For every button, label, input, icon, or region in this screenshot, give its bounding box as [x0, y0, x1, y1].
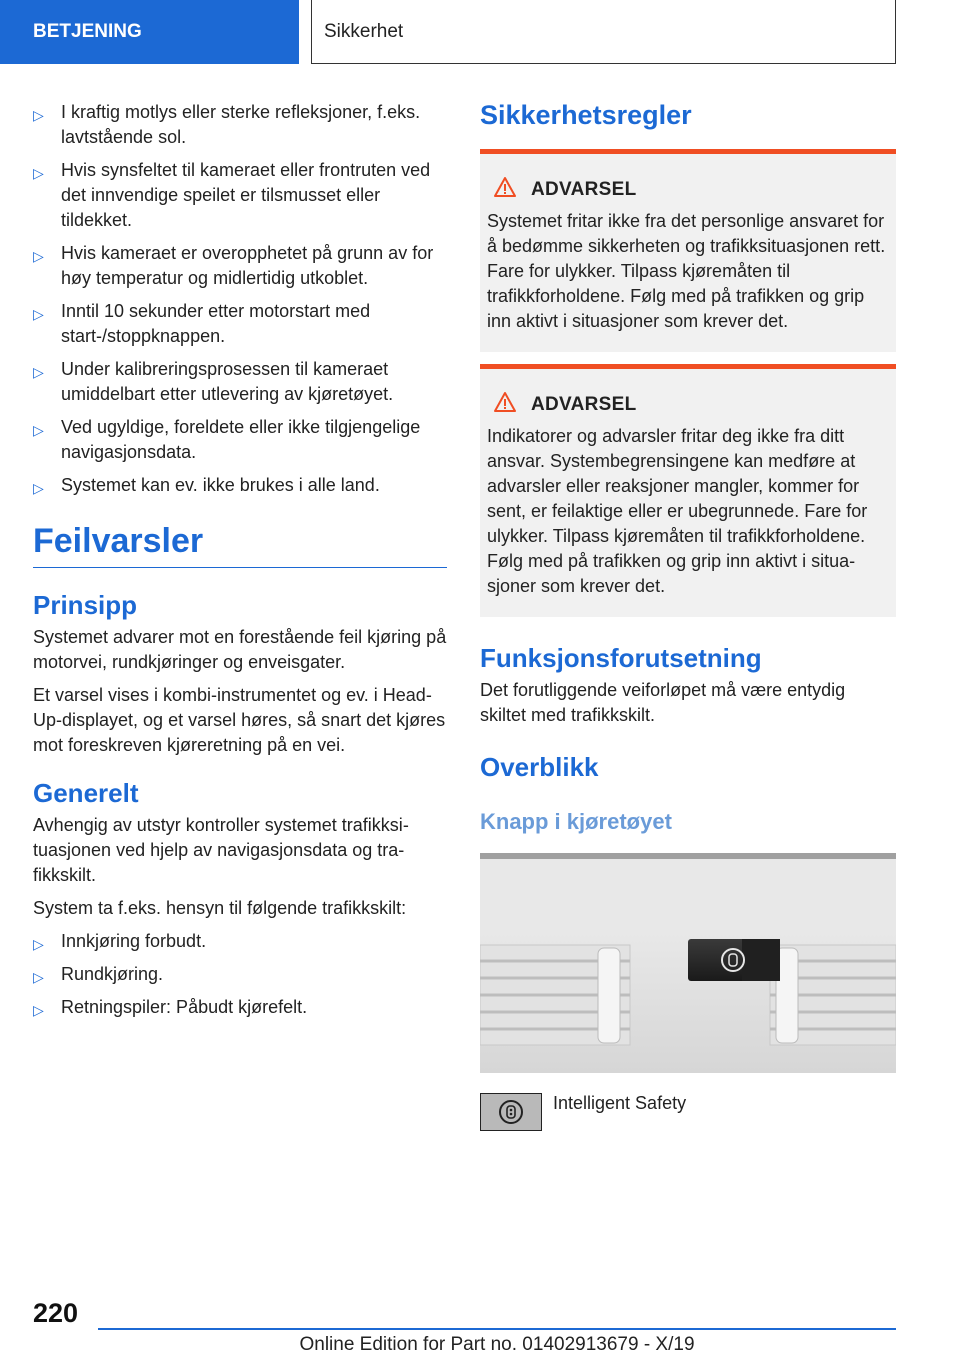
triangle-bullet-icon: ▷ — [33, 248, 44, 264]
warning-triangle-icon — [493, 391, 517, 418]
triangle-bullet-icon: ▷ — [33, 107, 44, 123]
heading-funksjonsforutsetning: Funksjonsforutsetning — [480, 643, 762, 673]
heading-knapp: Knapp i kjøretøyet — [480, 809, 672, 834]
legend-label: Intelligent Safety — [553, 1093, 687, 1113]
footer-divider — [98, 1328, 896, 1330]
footer-edition: Online Edition for Part no. 01402913679 - X/19 — [299, 1334, 695, 1355]
warning-box — [480, 364, 896, 617]
warning-text: Indikatorer og advarsler fritar deg ikke fra ditt ansvar. Systembegrensingene kan medføre at advarsler eller reaksjoner mangler, kommer for sent, er feilaktige eller er ubegrunnede. Fare for ulykker. Tilpass kjøremåten til trafikkforholdene. Følg med på trafikken og grip inn aktivt i situasjoner som krever det. — [487, 426, 868, 596]
list-item: ▷ Ved ugyldige, foreldete eller ikke tilgjengelige navigasjonsdata. — [33, 417, 421, 462]
triangle-bullet-icon: ▷ — [33, 969, 44, 985]
section-title-feilvarsler: Feilvarsler — [33, 522, 447, 568]
list-item: ▷ Inntil 10 sekunder etter motorstart med start-/stoppknappen. — [33, 301, 371, 346]
list-item: ▷ I kraftig motlys eller sterke refleksjoner, f.eks. lavtstående sol. — [33, 102, 421, 147]
warning-label: ADVARSEL — [531, 393, 637, 415]
triangle-bullet-icon: ▷ — [33, 480, 44, 496]
warning-label: ADVARSEL — [531, 178, 637, 200]
heading-prinsipp: Prinsipp — [33, 590, 138, 620]
list-item: ▷ Rundkjøring. — [33, 962, 447, 987]
triangle-bullet-icon: ▷ — [33, 364, 44, 380]
generelt-paragraph-2: System ta f.eks. hensyn til følgende trafikkskilt: — [33, 898, 407, 918]
warning-triangle-icon — [493, 176, 517, 203]
heading-overblikk: Overblikk — [480, 752, 599, 782]
page-number: 220 — [33, 1298, 79, 1328]
list-item: ▷ Systemet kan ev. ikke brukes i alle land. — [33, 473, 447, 498]
funksjon-paragraph: Det forutliggende veiforløpet må være entydig skiltet med trafikkskilt. — [480, 680, 846, 725]
generelt-paragraph-1: Avhengig av utstyr kontroller systemet trafikksituasjonen ved hjelp av navigasjonsdata og trafikkskilt. — [33, 815, 409, 885]
traffic-sign-list — [33, 929, 447, 1020]
triangle-bullet-icon: ▷ — [33, 165, 44, 181]
limitations-list — [33, 100, 447, 498]
header-section-label: BETJENING — [33, 21, 142, 42]
warning-box — [480, 149, 896, 352]
prinsipp-paragraph-1: Systemet advarer mot en forestående feil kjøring på motorvei, rundkjøringer og enveisgater. — [33, 627, 447, 672]
triangle-bullet-icon: ▷ — [33, 936, 44, 952]
warning-text: Systemet fritar ikke fra det personlige ansvaret for å bedømme sikkerheten og trafikksituasjonen rett. Fare for ulykker. Tilpass kjøremåten til trafikkforholdene. Følg med på trafikken og grip inn aktivt i situasjoner som krever det. — [487, 211, 886, 331]
header-chapter-label: Sikkerhet — [324, 20, 404, 42]
triangle-bullet-icon: ▷ — [33, 1002, 44, 1018]
legend-row — [480, 1093, 896, 1131]
left-column — [33, 100, 447, 1028]
triangle-bullet-icon: ▷ — [33, 306, 44, 322]
prinsipp-paragraph-2: Et varsel vises i kombi-instrumentet og ev. i Head-Up-displayet, og et varsel høres, så snart det kjøres mot foreskreven kjøreretning på en vei. — [33, 685, 446, 755]
intelligent-safety-button-icon — [480, 1093, 542, 1131]
warning-header — [487, 391, 888, 418]
header-section-tab — [0, 0, 299, 64]
right-column — [480, 100, 896, 1131]
list-item: ▷ Retningspiler: Påbudt kjørefelt. — [33, 995, 447, 1020]
warning-header — [487, 176, 888, 203]
list-item: ▷ Hvis kameraet er overopphetet på grunn av for høy temperatur og midlertidig utkoblet. — [33, 243, 434, 288]
list-item: ▷ Hvis synsfeltet til kameraet eller frontruten ved det innvendige speilet er tilsmusset eller tildekket. — [33, 160, 431, 230]
vehicle-button-photo — [480, 853, 896, 1073]
list-item: ▷ Under kalibreringsprosessen til kameraet umiddelbart etter utlevering av kjøretøyet. — [33, 359, 394, 404]
list-item: ▷ Innkjøring forbudt. — [33, 929, 447, 954]
triangle-bullet-icon: ▷ — [33, 422, 44, 438]
heading-sikkerhetsregler: Sikkerhetsregler — [480, 100, 692, 130]
header-chapter-box — [311, 0, 896, 64]
heading-generelt: Generelt — [33, 778, 139, 808]
